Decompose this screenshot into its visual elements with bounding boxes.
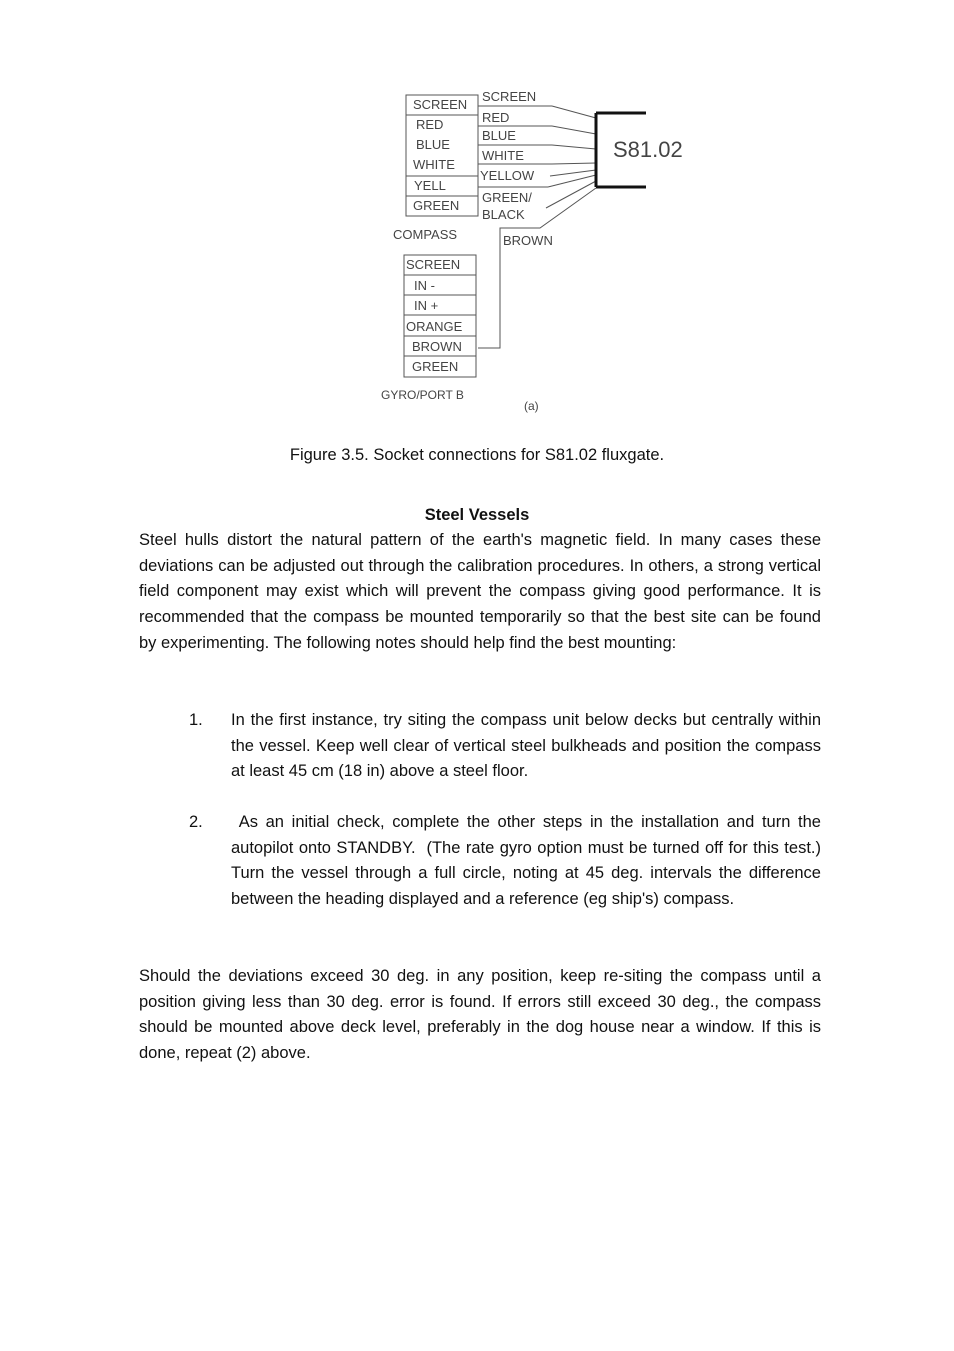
gyro-pin-label: IN - (414, 278, 435, 293)
wire-label: WHITE (482, 148, 524, 163)
list-item-text: In the first instance, try siting the compass unit below decks but centrally within the vessel. Keep well clear of vertical steel bulkheads and position the compass at least 45 cm (18 in) above a steel floor. (231, 711, 821, 781)
figure-caption: Figure 3.5. Socket connections for S81.02 fluxgate. (289, 446, 665, 464)
device-label: S81.02 (613, 137, 683, 162)
compass-pin-label: YELL (414, 178, 446, 193)
compass-pin-label: BLUE (416, 137, 450, 152)
wire-label: YELLOW (480, 168, 535, 183)
wire-label: BLACK (482, 207, 525, 222)
list-item-number: 1. (189, 711, 203, 729)
wiring-diagram (370, 82, 710, 422)
wire-label: BROWN (503, 233, 553, 248)
list-item-number: 2. (189, 813, 203, 831)
subfigure-label: (a) (524, 399, 539, 413)
intro-paragraph: Steel hulls distort the natural pattern of the earth's magnetic field. In many cases these deviations can be adjusted out through the calibration procedures. In others, a strong vertical field component may exist which will prevent the compass giving good performance. It is recommended that the compass be mounted temporarily so that the best site can be found by experimenting. The following notes should help find the best mounting: (139, 531, 821, 652)
gyro-label: GYRO/PORT B (381, 388, 464, 402)
gyro-pin-label: ORANGE (406, 319, 463, 334)
gyro-pin-label: GREEN (412, 359, 459, 374)
compass-pin-label: WHITE (413, 157, 455, 172)
wire-label: SCREEN (482, 89, 537, 104)
wire-label: BLUE (482, 128, 516, 143)
compass-label: COMPASS (393, 227, 458, 242)
wire-label: GREEN/ (482, 190, 532, 205)
wire-label: RED (482, 110, 510, 125)
gyro-pin-label: BROWN (412, 339, 462, 354)
compass-pin-label: SCREEN (413, 97, 468, 112)
closing-paragraph: Should the deviations exceed 30 deg. in any position, keep re-siting the compass until a position giving less than 30 deg. error is found. If errors still exceed 30 deg., the compass should be mounted above deck level, preferably in the dog house near a window. If this is done, repeat (2) above. (139, 967, 821, 1063)
list-item-text: As an initial check, complete the other steps in the installation and turn the autopilot onto STANDBY. (The rate gyro option must be turned off for this test.) Turn the vessel through a full circle, noting at 45 deg. intervals the difference between the heading displayed and a reference (eg ship's) compass. (231, 813, 826, 909)
gyro-pin-label: SCREEN (406, 257, 461, 272)
gyro-pin-label: IN + (414, 298, 439, 313)
compass-pin-label: RED (416, 117, 444, 132)
section-heading: Steel Vessels (424, 506, 530, 524)
compass-pin-label: GREEN (413, 198, 460, 213)
